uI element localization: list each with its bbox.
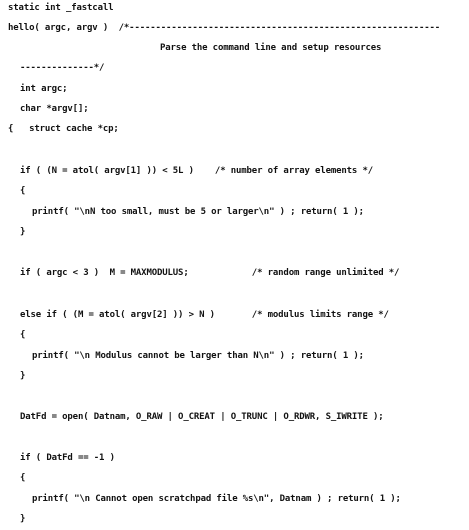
code-line-16: } <box>20 371 26 381</box>
code-line-10: printf( "\nN too small, must be 5 or larger\n" ) ; return( 1 ); <box>32 207 364 217</box>
code-line-14: { <box>20 330 26 340</box>
code-line-17: DatFd = open( Datnam, O_RAW | O_CREAT | O_TRUNC | O_RDWR, S_IWRITE ); <box>20 412 384 422</box>
code-line-4: --------------*/ <box>20 63 105 73</box>
code-line-6: char *argv[]; <box>20 104 89 114</box>
code-line-3: Parse the command line and setup resources <box>160 43 382 53</box>
code-line-18: if ( DatFd == -1 ) <box>20 453 115 463</box>
code-line-20: printf( "\n Cannot open scratchpad file %s\n", Datnam ) ; return( 1 ); <box>32 494 401 504</box>
code-line-12: if ( argc < 3 ) M = MAXMODULUS; /* random range unlimited */ <box>20 268 400 278</box>
code-line-11: } <box>20 227 26 237</box>
code-line-2: hello( argc, argv ) /*----------------------------------------------------------- <box>8 23 441 33</box>
code-line-8: if ( (N = atol( argv[1] )) < 5L ) /* number of array elements */ <box>20 166 373 176</box>
code-line-13: else if ( (M = atol( argv[2] )) > N ) /* modulus limits range */ <box>20 310 389 320</box>
code-line-21: } <box>20 514 26 524</box>
code-line-7: { struct cache *cp; <box>8 124 119 134</box>
code-line-5: int argc; <box>20 84 68 94</box>
code-line-19: { <box>20 473 26 483</box>
code-line-15: printf( "\n Modulus cannot be larger than N\n" ) ; return( 1 ); <box>32 351 364 361</box>
code-line-9: { <box>20 186 26 196</box>
code-line-1: static int _fastcall <box>8 3 114 13</box>
